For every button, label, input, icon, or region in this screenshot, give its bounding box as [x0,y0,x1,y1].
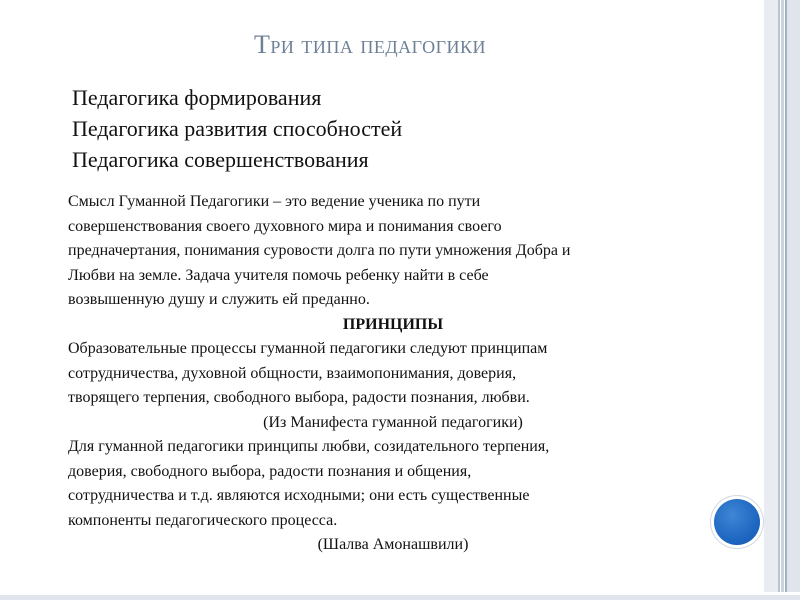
paragraph-line: Смысл Гуманной Педагогики – это ведение ученика по пути [68,193,481,210]
decorative-side-band [764,0,800,600]
slide-title: Три типа педагогики [253,30,487,59]
decorative-side-line [785,0,787,600]
paragraph-line: творящего терпения, свободного выбора, радости познания, любви. [68,389,530,406]
decorative-side-line [778,0,780,600]
bullet-text: Педагогика совершенствования [72,147,369,172]
paragraph-line: предначертания, понимания суровости долга по пути умножения Добра и [68,242,571,259]
paragraph-line: сотрудничества, духовной общности, взаимопонимания, доверия, [68,364,517,382]
paragraph-line: Любви на земле. Задача учителя помочь ребенку найти в себе [68,266,489,284]
decorative-bottom-band [0,592,800,600]
paragraph-line: доверия, свободного выбора, радости познания и общения, [68,462,472,480]
bullet-text: Педагогика развития способностей [72,116,403,141]
paragraph-line: Образовательные процессы гуманной педагогики следуют принципам [68,340,548,357]
decorative-circle-icon [714,499,760,545]
bullet-list [40,82,402,175]
source-citation: (Из Манифеста гуманной педагогики) [263,413,523,431]
source-citation: (Шалва Амонашвили) [317,536,469,553]
paragraph-line: совершенствования своего духовного мира и понимания своего [68,217,502,235]
bullet-item [40,144,402,175]
bullet-item [40,113,402,144]
paragraph-line: Для гуманной педагогики принципы любви, созидательного терпения, [68,438,550,455]
paragraph-line: компоненты педагогического процесса. [68,511,338,529]
bullet-item [40,82,402,113]
principles-heading: ПРИНЦИПЫ [342,315,444,333]
paragraph-line: возвышенную душу и служить ей преданно. [68,291,370,308]
paragraph-line: сотрудничества и т.д. являются исходными; они есть существенные [68,487,530,504]
body-text-box [68,190,718,558]
bullet-text: Педагогика формирования [72,85,322,110]
